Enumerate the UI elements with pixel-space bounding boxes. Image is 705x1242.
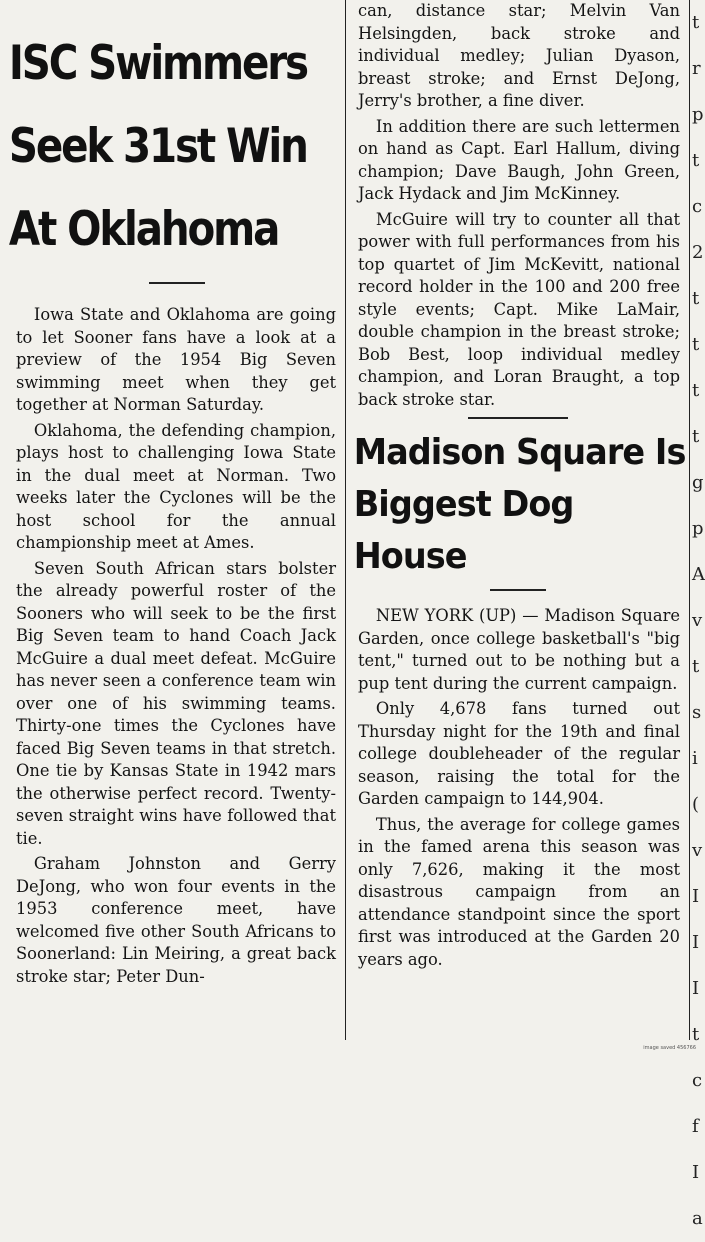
article-continuation — [350, 0, 686, 411]
edge-letter: t — [692, 1024, 700, 1045]
edge-letter: v — [692, 840, 703, 861]
edge-letter: v — [692, 610, 703, 631]
headline-madison — [350, 427, 689, 583]
edge-letter: t — [692, 334, 700, 355]
edge-letter: g — [692, 472, 704, 493]
edge-letter: I — [692, 932, 700, 953]
left-column — [2, 0, 342, 991]
column-rule-right — [689, 0, 690, 1040]
headline-line: ISC Swimmers — [8, 36, 307, 91]
headline-line: At Oklahoma — [8, 202, 279, 257]
article-paragraph: Iowa State and Oklahoma are going to let Sooner fans have a look at a preview of the 1954 Big Seven swimming meet when they get together at Norman Saturday. — [16, 305, 336, 414]
edge-letter: t — [692, 380, 700, 401]
edge-letter: 2 — [692, 242, 704, 263]
article-paragraph: can, distance star; Melvin Van Helsingden, back stroke and individual medley; Julian Dyason, breast stroke; and Ernst DeJong, Jerry's brother, a fine diver. — [358, 1, 680, 110]
headline-divider — [490, 589, 546, 591]
clipped-right-column — [692, 0, 705, 1242]
edge-letter: A — [692, 564, 705, 585]
edge-letter: I — [692, 978, 700, 999]
edge-letter: I — [692, 1162, 700, 1183]
headline-divider — [149, 282, 205, 284]
headline-line: Madison Square Is — [353, 432, 686, 473]
article-paragraph: Graham Johnston and Gerry DeJong, who won four events in the 1953 conference meet, have welcomed five other South Africans to Soonerland: Lin Meiring, a great back stroke star; Peter Dun- — [16, 854, 336, 986]
clipped-text-fragments — [692, 0, 705, 1242]
edge-letter: s — [692, 702, 702, 723]
article-divider — [468, 417, 568, 419]
article-paragraph: Only 4,678 fans turned out Thursday night for the 19th and final college doubleheader of the regular season, raising the total for the Garden campaign to 144,904. — [358, 699, 680, 808]
edge-letter: t — [692, 288, 700, 309]
article-paragraph: Seven South African stars bolster the already powerful roster of the Sooners who will seek to be the first Big Seven team to hand Coach Jack McGuire a dual meet defeat. McGuire has never seen a conference team win over one of his swimming teams. Thirty-one times the Cyclones have faced Big Seven teams in that stretch. One tie by Kansas State in 1942 mars the otherwise perfect record. Twenty-seven straight wins have followed that tie. — [16, 558, 336, 848]
edge-letter: i — [692, 748, 698, 769]
edge-letter: ( — [692, 794, 700, 815]
edge-letter: p — [692, 518, 704, 539]
headline-swimmers — [2, 22, 344, 271]
edge-letter: c — [692, 196, 703, 217]
article-paragraph: Oklahoma, the defending champion, plays host to challenging Iowa State in the dual meet at Norman. Two weeks later the Cyclones will be the host school for the annual championship meet at Ames. — [16, 420, 336, 552]
article-paragraph: NEW YORK (UP) — Madison Square Garden, once college basketball's "big tent," turned out to be nothing but a pup tent during the current campaign. — [358, 606, 680, 693]
edge-letter: p — [692, 104, 704, 125]
edge-letter: r — [692, 58, 701, 79]
headline-line: Seek 31st Win — [8, 119, 307, 174]
edge-letter: t — [692, 150, 700, 171]
edge-letter: t — [692, 12, 700, 33]
headline-line: Biggest Dog House — [353, 484, 574, 577]
edge-letter: c — [692, 1070, 703, 1091]
edge-letter: I — [692, 886, 700, 907]
article-paragraph: In addition there are such lettermen on hand as Capt. Earl Hallum, diving champion; Dave Baugh, John Green, Jack Hydack and Jim McKinney. — [358, 116, 680, 203]
edge-letter: f — [692, 1116, 699, 1137]
edge-letter: a — [692, 1208, 703, 1229]
column-rule-left — [345, 0, 346, 1040]
image-credit: image saved 456766 — [643, 1045, 696, 1051]
edge-letter: t — [692, 656, 700, 677]
middle-column — [350, 0, 686, 974]
edge-letter: t — [692, 426, 700, 447]
article-paragraph: Thus, the average for college games in the famed arena this season was only 7,626, making it the most disastrous campaign from an attendance standpoint since the sport first was introduced at the Garden 20 years ago. — [358, 814, 680, 969]
article-paragraph: McGuire will try to counter all that power with full performances from his top quartet of Jim McKevitt, national record holder in the 100 and 200 free style events; Capt. Mike LaMair, double champion in the breast stroke; Bob Best, loop individual medley champion, and Loran Braught, a top back stroke star. — [358, 209, 680, 409]
